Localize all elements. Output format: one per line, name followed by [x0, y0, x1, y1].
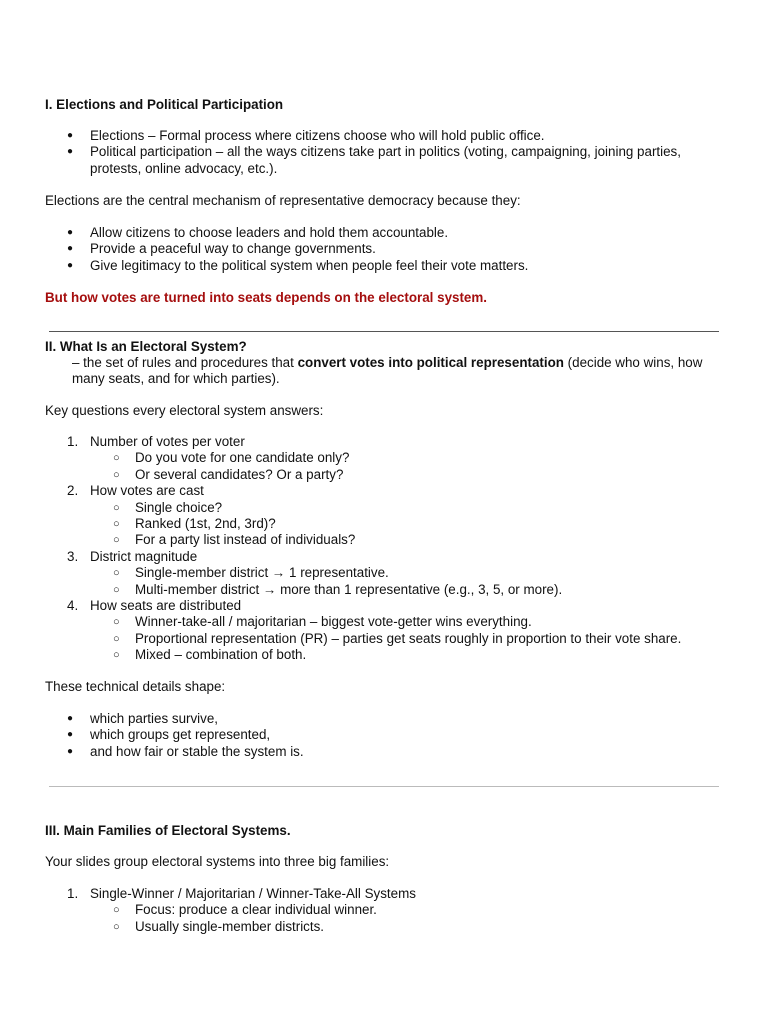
section-3-heading: III. Main Families of Electoral Systems. — [45, 823, 291, 838]
item-label: District magnitude — [90, 548, 198, 564]
item-number: 1. — [67, 886, 79, 901]
list-item: ● Allow citizens to choose leaders and hold them accountable. — [45, 225, 728, 241]
list-item: ● Provide a peaceful way to change governments. — [45, 241, 728, 257]
sub-item: ○ Usually single-member districts. — [45, 919, 728, 935]
questions-intro: Key questions every electoral system answers: — [45, 403, 324, 418]
sub-item: ○ Winner-take-all / majoritarian – biggest vote-getter wins everything. — [45, 614, 728, 630]
item-number: 3. — [67, 548, 79, 564]
item-number: 1. — [67, 434, 79, 449]
sub-item: ○ Ranked (1st, 2nd, 3rd)? — [45, 516, 728, 532]
definition-bold: convert votes into political representation — [297, 355, 564, 370]
families-list — [45, 886, 728, 935]
section-divider — [49, 786, 719, 787]
section-1-heading: I. Elections and Political Participation — [45, 97, 284, 112]
item-label: How votes are cast — [90, 483, 204, 499]
sub-item: ○ Focus: produce a clear individual winner. — [45, 902, 728, 918]
list-item: ● Elections – Formal process where citizens choose who will hold public office. — [45, 128, 728, 144]
list-item — [45, 483, 728, 549]
sub-item: ○ Or several candidates? Or a party? — [45, 467, 728, 483]
list-item: ● which groups get represented, — [45, 727, 728, 743]
definition-text: – the set of rules and procedures that — [72, 355, 298, 370]
list-item: ● and how fair or stable the system is. — [45, 744, 728, 760]
sub-item: ○ Mixed – combination of both. — [45, 647, 728, 663]
sub-item: ○ Proportional representation (PR) – parties get seats roughly in proportion to their vote share. — [45, 631, 728, 647]
list-item: ● Political participation – all the ways citizens take part in politics (voting, campaigning, joining parties, protests, online advocacy, etc.). — [45, 144, 728, 177]
section-1-intro: Elections are the central mechanism of representative democracy because they: — [45, 193, 521, 208]
item-number: 4. — [67, 598, 79, 614]
sub-item: ○ Do you vote for one candidate only? — [45, 450, 728, 466]
shape-intro: These technical details shape: — [45, 679, 226, 694]
highlight-statement: But how votes are turned into seats depends on the electoral system. — [45, 290, 487, 305]
item-label: How seats are distributed — [90, 598, 242, 614]
definition-paragraph — [45, 355, 728, 388]
questions-list — [45, 434, 728, 664]
list-item — [45, 434, 728, 483]
item-label: Number of votes per voter — [90, 434, 245, 449]
list-item: ● which parties survive, — [45, 711, 728, 727]
list-item — [45, 549, 728, 598]
section-1-reasons — [45, 225, 728, 274]
definition-text-tail: (decide who wins, how many seats, and for which parties). — [72, 355, 703, 387]
section-2-heading: II. What Is an Electoral System? — [45, 339, 247, 354]
sub-item: ○ For a party list instead of individuals? — [45, 532, 728, 548]
section-3-intro: Your slides group electoral systems into three big families: — [45, 854, 390, 869]
list-item — [45, 886, 728, 935]
sub-item: ○ Single choice? — [45, 500, 728, 516]
section-1-bullets — [45, 128, 728, 177]
sub-item: ○ Multi-member district → more than 1 representative (e.g., 3, 5, or more). — [45, 582, 728, 598]
shape-list — [45, 711, 728, 760]
item-label: Single-Winner / Majoritarian / Winner-Take-All Systems — [90, 886, 416, 901]
section-divider — [49, 331, 719, 332]
list-item — [45, 598, 728, 664]
list-item: ● Give legitimacy to the political system when people feel their vote matters. — [45, 258, 728, 274]
sub-item: ○ Single-member district → 1 representative. — [45, 565, 728, 581]
item-number: 2. — [67, 483, 79, 499]
